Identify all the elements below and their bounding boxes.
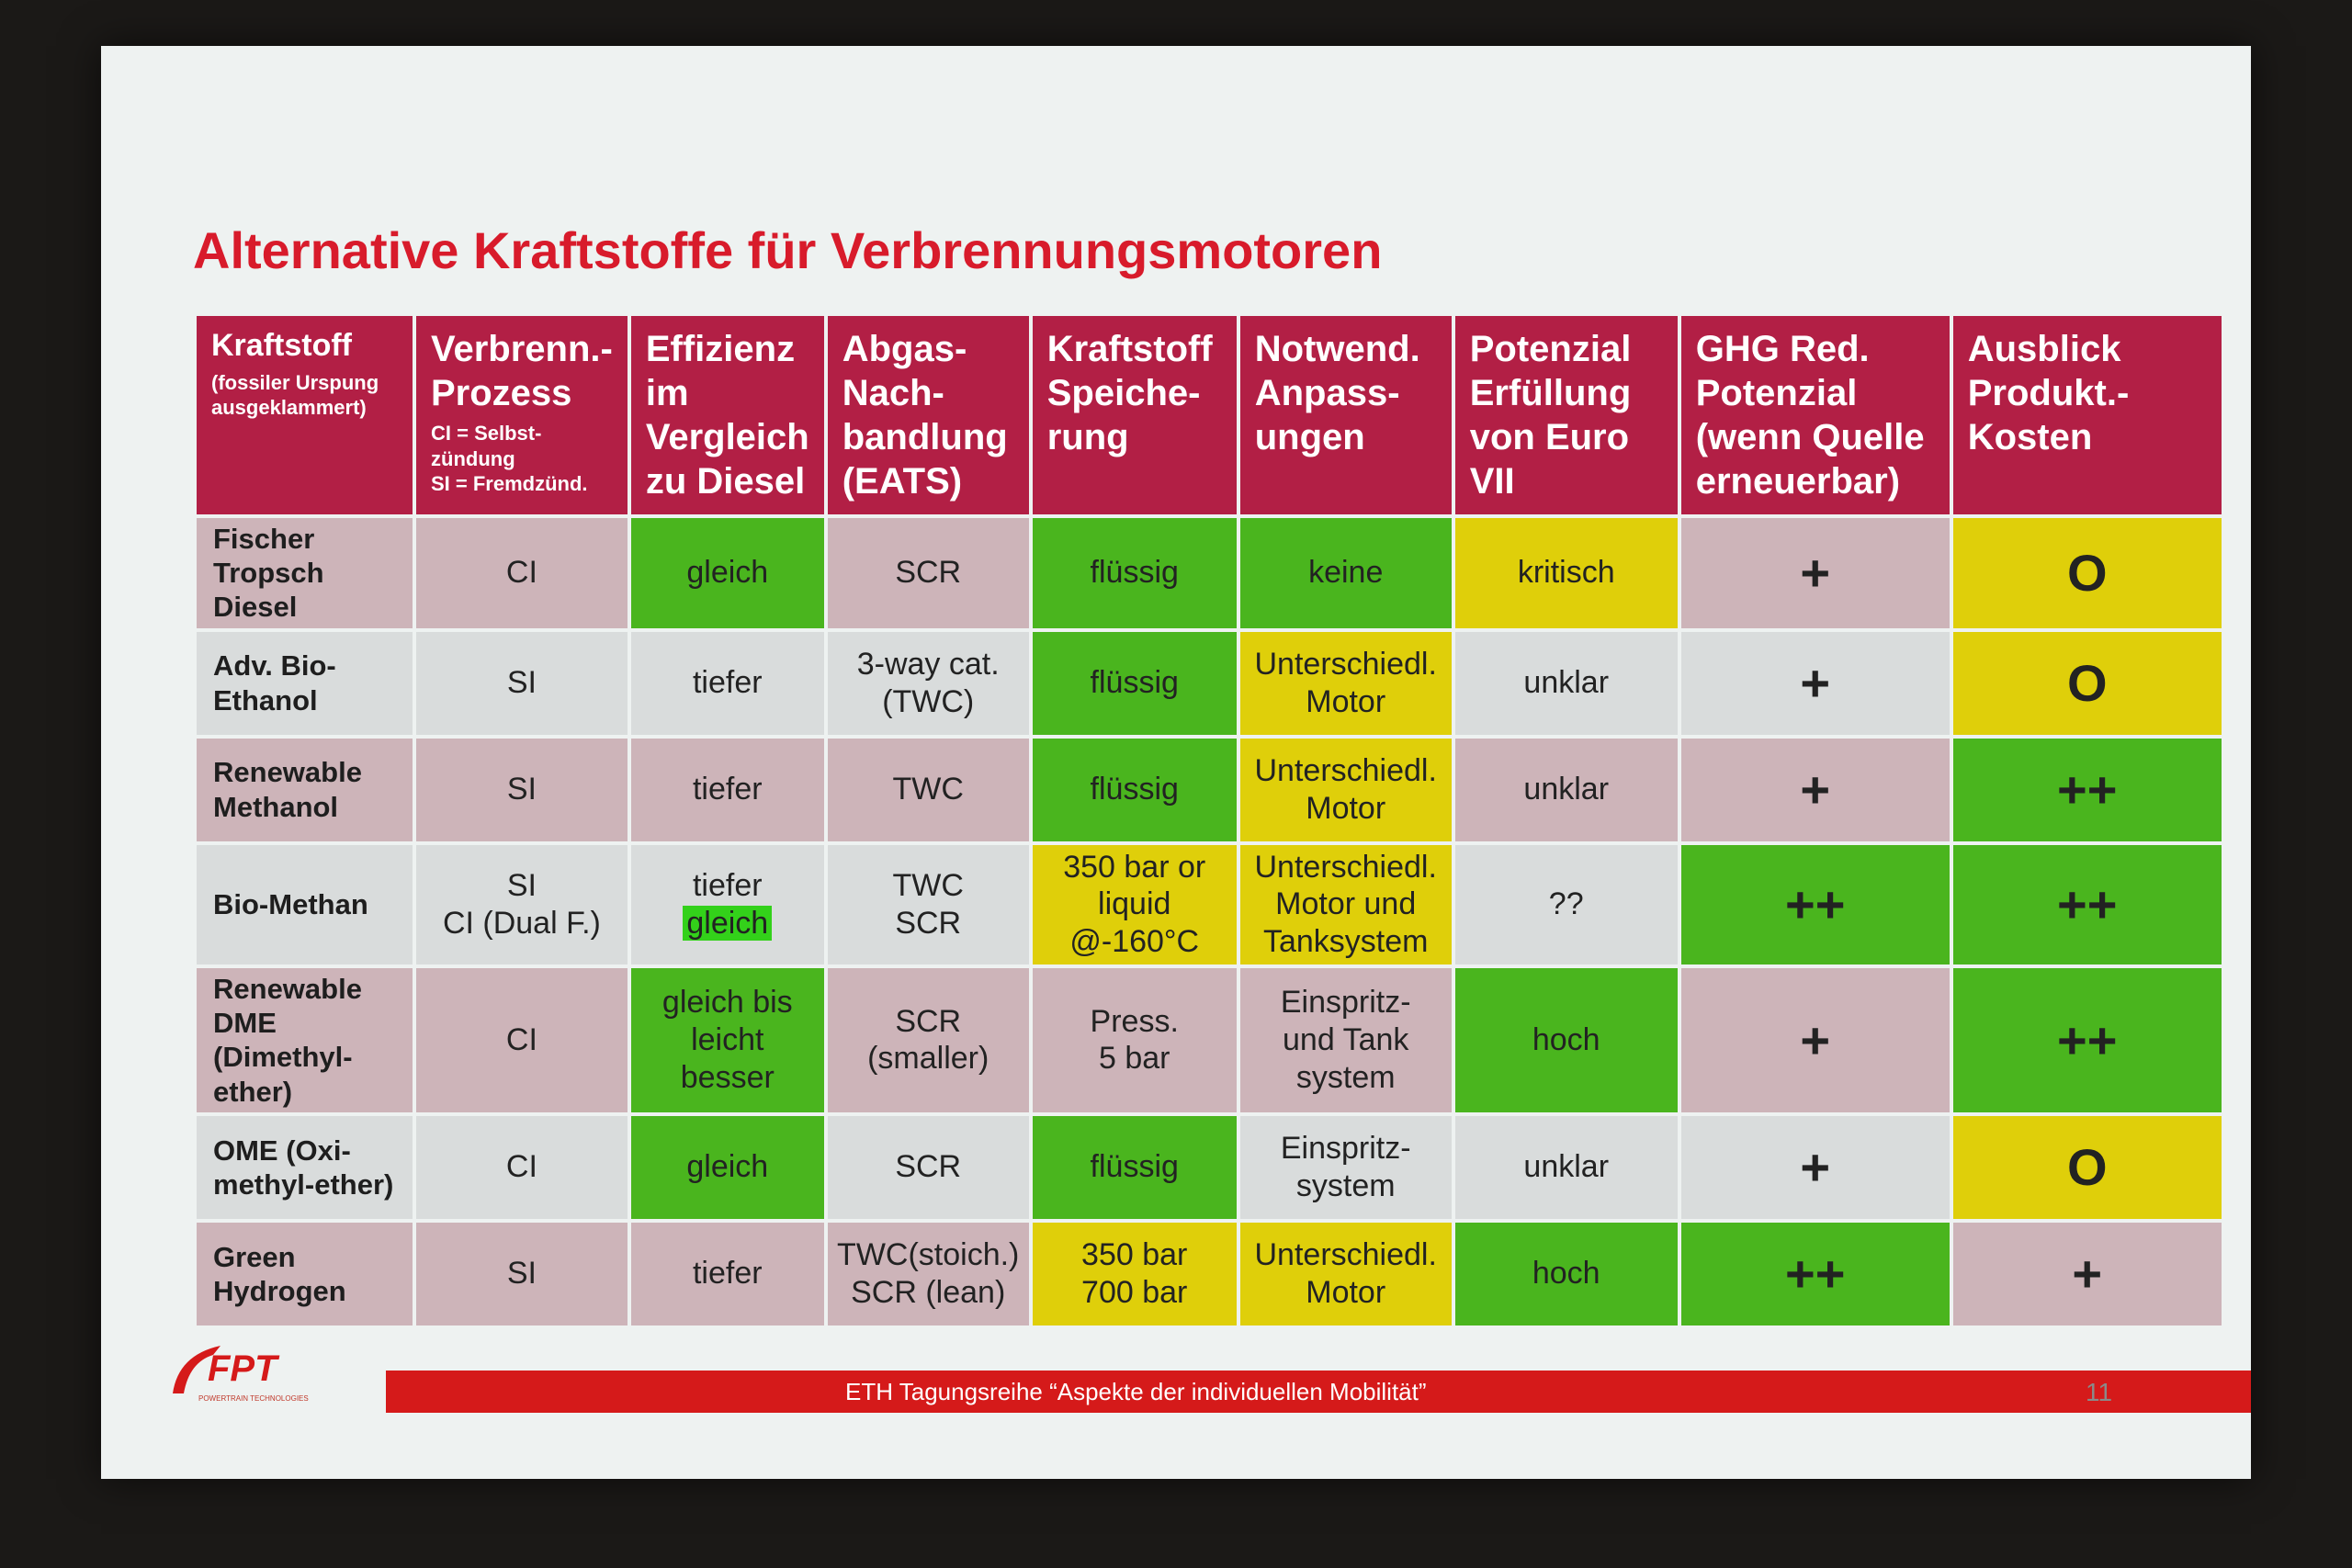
efficiency-cell: tiefer (631, 1223, 824, 1325)
table-row (197, 518, 2222, 628)
adaptations-cell: Unterschiedl. Motor und Tanksystem (1240, 845, 1452, 964)
adaptations-cell: Einspritz- system (1240, 1116, 1452, 1219)
header-ghg-reduktion: GHG Red. Potenzial (wenn Quelle erneuerbar) (1681, 316, 1950, 514)
euro7-cell: unklar (1455, 739, 1678, 841)
presentation-slide (101, 46, 2251, 1479)
eats-cell: 3-way cat. (TWC) (828, 632, 1029, 735)
fuel-name: Fischer Tropsch Diesel (197, 518, 413, 628)
eats-cell: SCR (828, 518, 1029, 628)
process-cell: SI (416, 632, 628, 735)
process-cell: SI CI (Dual F.) (416, 845, 628, 964)
adaptations-cell: Einspritz- und Tank system (1240, 968, 1452, 1112)
efficiency-highlight: gleich (683, 906, 772, 941)
adaptations-cell: Unterschiedl. Motor (1240, 739, 1452, 841)
ghg-cell: + (1681, 632, 1950, 735)
adaptations-cell: keine (1240, 518, 1452, 628)
fuel-name: Green Hydrogen (197, 1223, 413, 1325)
efficiency-cell: tiefer (631, 632, 824, 735)
adaptations-cell: Unterschiedl. Motor (1240, 632, 1452, 735)
ghg-cell: + (1681, 968, 1950, 1112)
storage-cell: flüssig (1033, 632, 1237, 735)
table-row (197, 1116, 2222, 1219)
eats-cell: TWC(stoich.) SCR (lean) (828, 1223, 1029, 1325)
header-anpassungen: Notwend. Anpass-ungen (1240, 316, 1452, 514)
cost-cell: ++ (1953, 845, 2222, 964)
table-row (197, 968, 2222, 1112)
ghg-cell: + (1681, 739, 1950, 841)
euro7-cell: unklar (1455, 632, 1678, 735)
euro7-cell: kritisch (1455, 518, 1678, 628)
process-cell: SI (416, 739, 628, 841)
fuel-name: Bio-Methan (197, 845, 413, 964)
euro7-cell: hoch (1455, 1223, 1678, 1325)
storage-cell: 350 bar 700 bar (1033, 1223, 1237, 1325)
fuel-name: Adv. Bio-Ethanol (197, 632, 413, 735)
fuel-comparison-table (193, 312, 2225, 1329)
storage-cell: Press. 5 bar (1033, 968, 1237, 1112)
ghg-cell: + (1681, 518, 1950, 628)
footer-bar (386, 1371, 2251, 1413)
storage-cell: 350 bar or liquid @-160°C (1033, 845, 1237, 964)
slide-title: Alternative Kraftstoffe für Verbrennungsmotoren (193, 221, 1383, 279)
table-row (197, 632, 2222, 735)
efficiency-cell: tiefer (631, 739, 824, 841)
header-verbrennungsprozess: Verbrenn.-Prozess CI = Selbst-zündung SI = Fremdzünd. (416, 316, 628, 514)
process-cell: CI (416, 968, 628, 1112)
table-row (197, 845, 2222, 964)
table-row (197, 739, 2222, 841)
table-header-row (197, 316, 2222, 514)
cost-cell: O (1953, 1116, 2222, 1219)
header-euro-vii: Potenzial Erfüllung von Euro VII (1455, 316, 1678, 514)
fuel-name: Renewable DME (Dimethyl-ether) (197, 968, 413, 1112)
fuel-name: Renewable Methanol (197, 739, 413, 841)
efficiency-cell: gleich bis leicht besser (631, 968, 824, 1112)
header-effizienz: Effizienz im Vergleich zu Diesel (631, 316, 824, 514)
header-kraftstoff: Kraftstoff (fossiler Urspung ausgeklammert) (197, 316, 413, 514)
storage-cell: flüssig (1033, 1116, 1237, 1219)
logo-subtext: POWERTRAIN TECHNOLOGIES (198, 1394, 309, 1403)
cost-cell: O (1953, 518, 2222, 628)
logo-text: FPT (208, 1348, 277, 1389)
eats-cell: SCR (828, 1116, 1029, 1219)
storage-cell: flüssig (1033, 739, 1237, 841)
cost-cell: O (1953, 632, 2222, 735)
efficiency-cell (631, 845, 824, 964)
table-row (197, 1223, 2222, 1325)
fpt-logo (165, 1337, 349, 1410)
efficiency-cell: gleich (631, 518, 824, 628)
header-abgasnachbehandlung: Abgas-Nach-bandlung (EATS) (828, 316, 1029, 514)
cost-cell: ++ (1953, 739, 2222, 841)
cost-cell: + (1953, 1223, 2222, 1325)
ghg-cell: ++ (1681, 1223, 1950, 1325)
process-cell: SI (416, 1223, 628, 1325)
adaptations-cell: Unterschiedl. Motor (1240, 1223, 1452, 1325)
efficiency-cell: gleich (631, 1116, 824, 1219)
euro7-cell: unklar (1455, 1116, 1678, 1219)
header-produktkosten: Ausblick Produkt.-Kosten (1953, 316, 2222, 514)
page-number: 11 (2086, 1378, 2113, 1406)
efficiency-text: tiefer (692, 867, 763, 903)
euro7-cell: ?? (1455, 845, 1678, 964)
process-cell: CI (416, 518, 628, 628)
header-kraftstoffspeicherung: Kraftstoff Speiche-rung (1033, 316, 1237, 514)
ghg-cell: + (1681, 1116, 1950, 1219)
footer-text: ETH Tagungsreihe “Aspekte der individuellen Mobilität” (845, 1378, 1427, 1405)
euro7-cell: hoch (1455, 968, 1678, 1112)
ghg-cell: ++ (1681, 845, 1950, 964)
storage-cell: flüssig (1033, 518, 1237, 628)
fuel-name: OME (Oxi-methyl-ether) (197, 1116, 413, 1219)
process-cell: CI (416, 1116, 628, 1219)
eats-cell: SCR (smaller) (828, 968, 1029, 1112)
eats-cell: TWC (828, 739, 1029, 841)
eats-cell: TWC SCR (828, 845, 1029, 964)
cost-cell: ++ (1953, 968, 2222, 1112)
